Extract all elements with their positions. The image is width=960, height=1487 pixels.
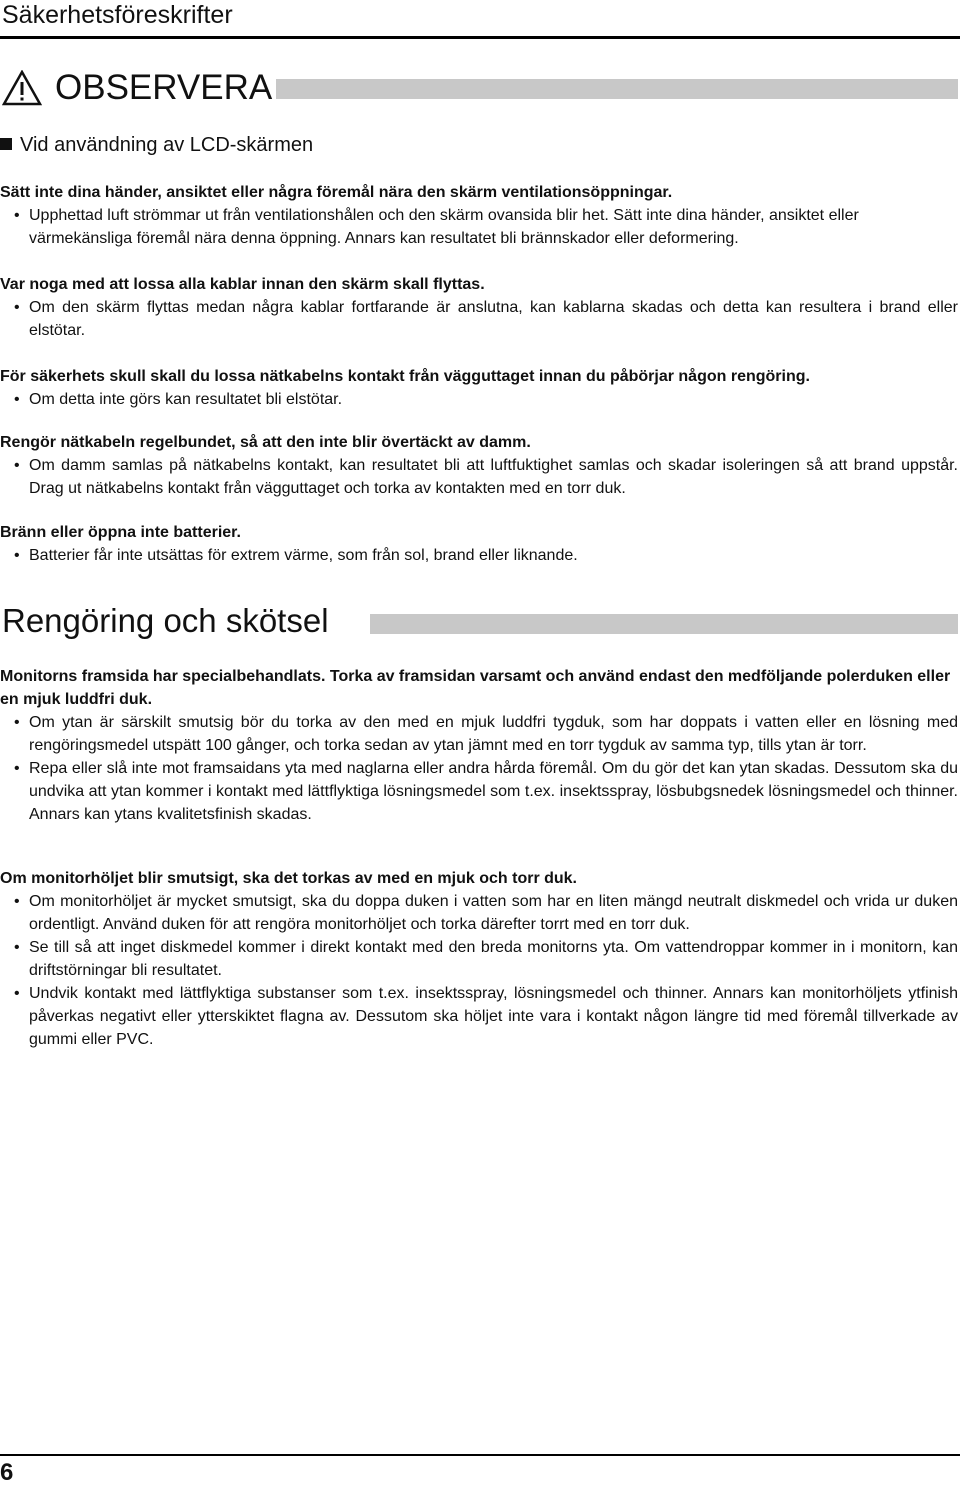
list-item: • Om monitorhöljet är mycket smutsigt, ska du doppa duken i vatten som har en liten mängd neutralt diskmedel och vrida ur duken ordentligt. Använd duken för att rengöra monitorhöljet och torka därefter torrt med en torr duk. — [14, 893, 958, 933]
list-item: • Om damm samlas på nätkabelns kontakt, kan resultatet bli att luftfuktighet samlas och skadar isoleringen så att brand uppstår. Drag ut nätkabelns kontakt från vägguttaget och torka av kontakten med en torr duk. — [14, 457, 958, 497]
page-title: Säkerhetsföreskrifter — [2, 1, 233, 29]
warning-icon — [2, 70, 42, 106]
cleaning-heading — [0, 598, 960, 646]
square-bullet-icon — [0, 138, 12, 150]
cleaning-title: Rengöring och skötsel — [2, 602, 329, 639]
lcd-subheading: Vid användning av LCD-skärmen — [0, 132, 313, 158]
lcd-item-2 — [0, 273, 958, 342]
item-heading: Sätt inte dina händer, ansiktet eller några föremål nära den skärm ventilationsöppningar. — [0, 184, 673, 201]
list-item: • Undvik kontakt med lättflyktiga substanser som t.ex. insektsspray, lösningsmedel och thinner. Annars kan monitorhöljets ytfinish påverkas negativt eller ytterskiktet flagna av. Dessutom ska höljet inte vara i kontakt någon längre tid med föremål tillverkade av gummi eller PVC. — [14, 985, 958, 1048]
list-item: • Se till så att inget diskmedel kommer i direkt kontakt med den breda monitorns yta. Om vattendroppar kommer in i monitorn, kan driftstörningar bli resultatet. — [14, 939, 958, 979]
heading-rule — [276, 79, 958, 99]
lcd-item-3 — [0, 365, 958, 411]
list-item: • Om ytan är särskilt smutsig bör du torka av den med en mjuk luddfri tygduk, som har doppats i vatten eller en lösning med rengöringsmedel utspätt 100 gånger, och torka sedan av ytan jämnt med en torr tygduk av samma typ, tills ytan är torr. — [14, 714, 958, 754]
item-heading: Monitorns framsida har specialbehandlats. Torka av framsidan varsamt och använd endast den medföljande polerduken eller en mjuk luddfri duk. — [0, 668, 951, 708]
lcd-item-1 — [0, 181, 958, 250]
list-item: • Batterier får inte utsättas för extrem värme, som från sol, brand eller liknande. — [14, 547, 578, 564]
list-item: • Om den skärm flyttas medan några kablar fortfarande är anslutna, kan kablarna skadas och detta kan resultera i brand eller elstötar. — [14, 299, 958, 339]
item-heading: Om monitorhöljet blir smutsigt, ska det torkas av med en mjuk och torr duk. — [0, 870, 577, 887]
lcd-item-5 — [0, 521, 958, 567]
observera-heading — [0, 68, 960, 108]
page-number: 6 — [0, 1459, 14, 1486]
item-heading: För säkerhets skull skall du lossa nätkabelns kontakt från vägguttaget innan du påbörjar någon rengöring. — [0, 368, 810, 385]
cleaning-item-2 — [0, 867, 958, 1051]
item-heading: Rengör nätkabeln regelbundet, så att den inte blir övertäckt av damm. — [0, 434, 531, 451]
item-heading: Var noga med att lossa alla kablar innan den skärm skall flyttas. — [0, 276, 485, 293]
page-header — [0, 0, 960, 39]
cleaning-item-1 — [0, 665, 958, 826]
list-item: • Repa eller slå inte mot framsaidans yta med naglarna eller andra hårda föremål. Om du gör det kan ytan skadas. Dessutom ska du undvika att ytan kommer i kontakt med lättflyktiga lösningsmedel som t.ex. insektsspray, lösbubgsnedek lösningsmedel och thinner. Annars kan ytans kvalitetsfinish skadas. — [14, 760, 958, 823]
footer-rule — [0, 1454, 960, 1456]
observera-label: OBSERVERA — [55, 68, 273, 107]
list-item: • Upphettad luft strömmar ut från ventilationshålen och den skärm ovansida blir het. Sätt inte dina händer, ansiktet eller värmekänsliga föremål nära denna öppning. Annars kan resultatet bli brännskador eller deformering. — [14, 207, 859, 247]
heading-rule — [370, 614, 958, 634]
lcd-item-4 — [0, 431, 958, 500]
item-heading: Bränn eller öppna inte batterier. — [0, 524, 241, 541]
list-item: • Om detta inte görs kan resultatet bli elstötar. — [14, 391, 343, 408]
